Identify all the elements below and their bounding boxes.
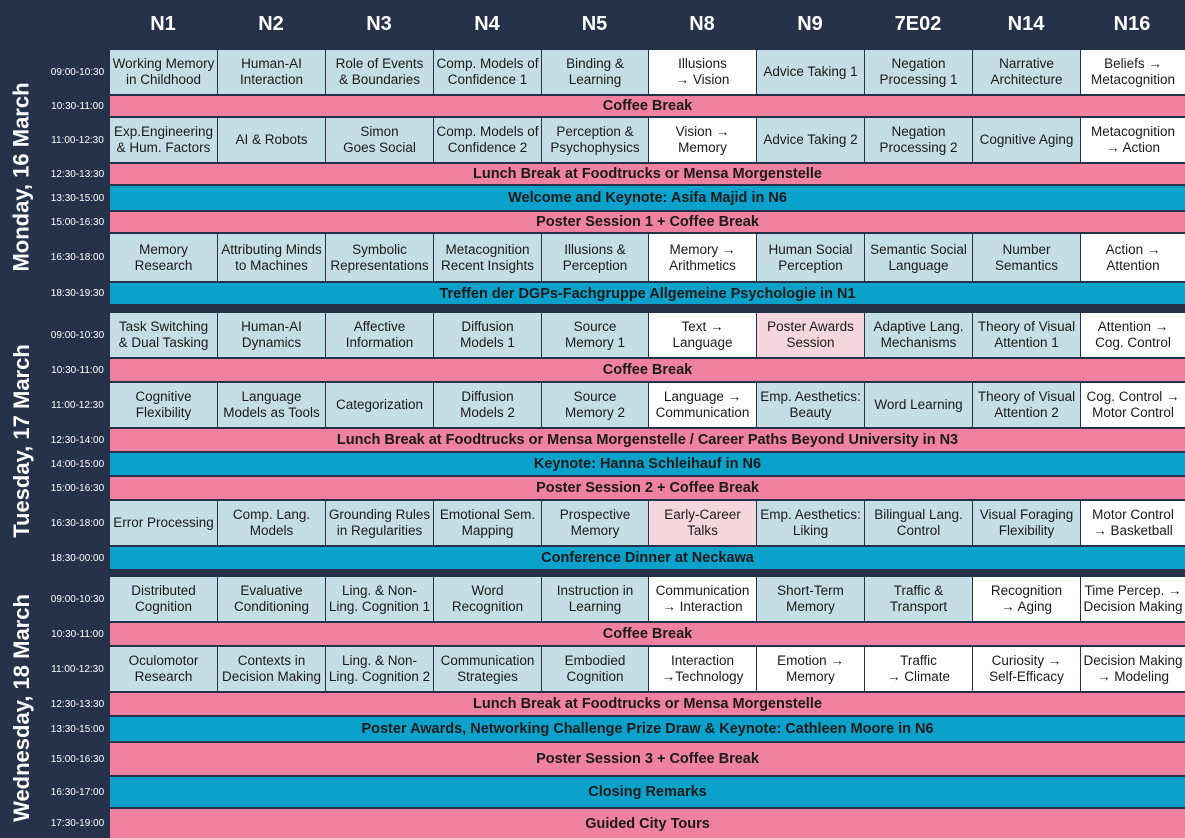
session-cell[interactable]: Memory Research — [110, 234, 217, 281]
session-cell[interactable]: Interaction →Technology — [649, 647, 756, 691]
time-slot: 18:30-00:00 — [46, 547, 109, 569]
session-cell[interactable]: Action → Attention — [1081, 234, 1185, 281]
keynote-bar: Keynote: Hanna Schleihauf in N6 — [110, 453, 1185, 475]
session-cell[interactable]: Prospective Memory — [542, 501, 648, 545]
session-cell[interactable]: Symbolic Representations — [326, 234, 433, 281]
day-label-text: Tuesday, 17 March — [9, 343, 35, 538]
break-bar: Poster Session 1 + Coffee Break — [110, 212, 1185, 232]
time-slot: 11:00-12:30 — [46, 118, 109, 162]
day-label-text: Monday, 16 March — [9, 81, 34, 272]
session-cell[interactable]: Simon Goes Social — [326, 118, 433, 162]
session-cell[interactable]: Adaptive Lang. Mechanisms — [865, 313, 972, 357]
corner-blank — [0, 0, 44, 48]
keynote-bar: Treffen der DGPs-Fachgruppe Allgemeine Psychologie in N1 — [110, 283, 1185, 304]
time-slot: 09:00-10:30 — [46, 50, 109, 94]
break-bar: Coffee Break — [110, 96, 1185, 116]
session-cell[interactable]: Poster Awards Session — [757, 313, 864, 357]
time-slot: 15:00-16:30 — [46, 212, 109, 232]
session-cell[interactable]: Emotional Sem. Mapping — [434, 501, 541, 545]
session-cell[interactable]: Embodied Cognition — [542, 647, 648, 691]
session-cell[interactable]: Working Memory in Childhood — [110, 50, 217, 94]
room-header-n1: N1 — [110, 0, 216, 48]
time-slot: 13:30-15:00 — [46, 186, 109, 210]
keynote-bar: Closing Remarks — [110, 777, 1185, 807]
session-cell[interactable]: Negation Processing 2 — [865, 118, 972, 162]
session-cell[interactable]: Role of Events & Boundaries — [326, 50, 433, 94]
session-cell[interactable]: Motor Control → Basketball — [1081, 501, 1185, 545]
session-cell[interactable]: Word Recognition — [434, 577, 541, 621]
day-label — [0, 50, 44, 303]
keynote-bar: Welcome and Keynote: Asifa Majid in N6 — [110, 186, 1185, 210]
session-cell[interactable]: Negation Processing 1 — [865, 50, 972, 94]
time-slot: 11:00-12:30 — [46, 647, 109, 691]
session-cell[interactable]: Illusions & Perception — [542, 234, 648, 281]
time-slot: 12:30-13:30 — [46, 164, 109, 184]
session-cell[interactable]: Ling. & Non- Ling. Cognition 2 — [326, 647, 433, 691]
break-bar: Lunch Break at Foodtrucks or Mensa Morgenstelle — [110, 693, 1185, 715]
room-header-n5: N5 — [542, 0, 647, 48]
session-cell[interactable]: Memory → Arithmetics — [649, 234, 756, 281]
session-cell[interactable]: Cognitive Flexibility — [110, 383, 217, 427]
session-cell[interactable]: Perception & Psychophysics — [542, 118, 648, 162]
session-cell[interactable]: Narrative Architecture — [973, 50, 1080, 94]
session-cell[interactable]: Source Memory 1 — [542, 313, 648, 357]
session-cell[interactable]: Time Percep. → Decision Making — [1081, 577, 1185, 621]
session-cell[interactable]: Traffic & Transport — [865, 577, 972, 621]
session-cell[interactable]: Cog. Control → Motor Control — [1081, 383, 1185, 427]
session-cell[interactable]: Theory of Visual Attention 2 — [973, 383, 1080, 427]
break-bar: Coffee Break — [110, 623, 1185, 645]
session-cell[interactable]: Word Learning — [865, 383, 972, 427]
session-cell[interactable]: Instruction in Learning — [542, 577, 648, 621]
room-header-n4: N4 — [434, 0, 540, 48]
time-slot: 15:00-16:30 — [46, 743, 109, 775]
session-cell[interactable]: Visual Foraging Flexibility — [973, 501, 1080, 545]
session-cell[interactable]: Advice Taking 2 — [757, 118, 864, 162]
session-cell[interactable]: Task Switching & Dual Tasking — [110, 313, 217, 357]
time-slot: 16:30-17:00 — [46, 777, 109, 807]
session-cell[interactable]: Exp.Engineering & Hum. Factors — [110, 118, 217, 162]
session-cell[interactable]: Binding & Learning — [542, 50, 648, 94]
room-header-7e02: 7E02 — [865, 0, 971, 48]
corner-time-blank — [46, 0, 109, 48]
session-cell[interactable]: Emp. Aesthetics: Liking — [757, 501, 864, 545]
session-cell[interactable]: Illusions → Vision — [649, 50, 756, 94]
session-cell[interactable]: Communication → Interaction — [649, 577, 756, 621]
break-bar: Poster Session 3 + Coffee Break — [110, 743, 1185, 775]
time-slot: 12:30-14:00 — [46, 429, 109, 451]
session-cell[interactable]: Language Models as Tools — [218, 383, 325, 427]
session-cell[interactable]: Emp. Aesthetics: Beauty — [757, 383, 864, 427]
session-cell[interactable]: Curiosity → Self-Efficacy — [973, 647, 1080, 691]
session-cell[interactable]: Cognitive Aging — [973, 118, 1080, 162]
session-cell[interactable]: Comp. Models of Confidence 2 — [434, 118, 541, 162]
time-slot: 14:00-15:00 — [46, 453, 109, 475]
session-cell[interactable]: Text → Language — [649, 313, 756, 357]
session-cell[interactable]: Vision → Memory — [649, 118, 756, 162]
time-slot: 10:30-11:00 — [46, 96, 109, 116]
room-header-n3: N3 — [326, 0, 432, 48]
day-label — [0, 577, 44, 838]
session-cell[interactable]: Categorization — [326, 383, 433, 427]
session-cell[interactable]: Emotion → Memory — [757, 647, 864, 691]
time-slot: 10:30-11:00 — [46, 359, 109, 381]
session-cell[interactable]: Recognition → Aging — [973, 577, 1080, 621]
break-bar: Coffee Break — [110, 359, 1185, 381]
time-slot: 10:30-11:00 — [46, 623, 109, 645]
session-cell[interactable]: Metacognition Recent Insights — [434, 234, 541, 281]
break-bar: Guided City Tours — [110, 809, 1185, 838]
time-slot: 09:00-10:30 — [46, 577, 109, 621]
time-slot: 13:30-15:00 — [46, 717, 109, 741]
session-cell[interactable]: Ling. & Non- Ling. Cognition 1 — [326, 577, 433, 621]
session-cell[interactable]: Bilingual Lang. Control — [865, 501, 972, 545]
session-cell[interactable]: Diffusion Models 2 — [434, 383, 541, 427]
time-slot: 09:00-10:30 — [46, 313, 109, 357]
session-cell[interactable]: Comp. Lang. Models — [218, 501, 325, 545]
session-cell[interactable]: Grounding Rules in Regularities — [326, 501, 433, 545]
time-slot: 16:30-18:00 — [46, 501, 109, 545]
session-cell[interactable]: Communication Strategies — [434, 647, 541, 691]
session-cell[interactable]: Evaluative Conditioning — [218, 577, 325, 621]
time-slot: 16:30-18:00 — [46, 234, 109, 281]
session-cell[interactable]: Early-Career Talks — [649, 501, 756, 545]
room-header-n9: N9 — [757, 0, 863, 48]
session-cell[interactable]: Number Semantics — [973, 234, 1080, 281]
session-cell[interactable]: Attributing Minds to Machines — [218, 234, 325, 281]
session-cell[interactable]: Advice Taking 1 — [757, 50, 864, 94]
day-label — [0, 313, 44, 568]
session-cell[interactable]: Oculomotor Research — [110, 647, 217, 691]
session-cell[interactable]: Human Social Perception — [757, 234, 864, 281]
session-cell[interactable]: Short-Term Memory — [757, 577, 864, 621]
session-cell[interactable]: Language → Communication — [649, 383, 756, 427]
session-cell[interactable]: Distributed Cognition — [110, 577, 217, 621]
room-header-n16: N16 — [1081, 0, 1183, 48]
session-cell[interactable]: Error Processing — [110, 501, 217, 545]
keynote-bar: Poster Awards, Networking Challenge Prize Draw & Keynote: Cathleen Moore in N6 — [110, 717, 1185, 741]
session-cell[interactable]: Source Memory 2 — [542, 383, 648, 427]
session-cell[interactable]: Human-AI Dynamics — [218, 313, 325, 357]
session-cell[interactable]: Metacognition → Action — [1081, 118, 1185, 162]
session-cell[interactable]: Decision Making → Modeling — [1081, 647, 1185, 691]
session-cell[interactable]: Comp. Models of Confidence 1 — [434, 50, 541, 94]
time-slot: 15:00-16:30 — [46, 477, 109, 499]
time-slot: 17:30-19:00 — [46, 809, 109, 838]
session-cell[interactable]: Affective Information — [326, 313, 433, 357]
session-cell[interactable]: Theory of Visual Attention 1 — [973, 313, 1080, 357]
session-cell[interactable]: Human-AI Interaction — [218, 50, 325, 94]
session-cell[interactable]: AI & Robots — [218, 118, 325, 162]
day-label-text: Wednesday, 18 March — [9, 593, 34, 822]
break-bar: Lunch Break at Foodtrucks or Mensa Morgenstelle / Career Paths Beyond University in N3 — [110, 429, 1185, 451]
room-header-n2: N2 — [218, 0, 324, 48]
session-cell[interactable]: Beliefs → Metacognition — [1081, 50, 1185, 94]
break-bar: Poster Session 2 + Coffee Break — [110, 477, 1185, 499]
session-cell[interactable]: Diffusion Models 1 — [434, 313, 541, 357]
room-header-n8: N8 — [649, 0, 755, 48]
session-cell[interactable]: Traffic → Climate — [865, 647, 972, 691]
keynote-bar: Conference Dinner at Neckawa — [110, 547, 1185, 569]
time-slot: 12:30-13:30 — [46, 693, 109, 715]
time-slot: 11:00-12:30 — [46, 383, 109, 427]
session-cell[interactable]: Attention → Cog. Control — [1081, 313, 1185, 357]
session-cell[interactable]: Semantic Social Language — [865, 234, 972, 281]
break-bar: Lunch Break at Foodtrucks or Mensa Morgenstelle — [110, 164, 1185, 184]
session-cell[interactable]: Contexts in Decision Making — [218, 647, 325, 691]
time-slot: 18:30-19:30 — [46, 283, 109, 304]
room-header-n14: N14 — [973, 0, 1079, 48]
